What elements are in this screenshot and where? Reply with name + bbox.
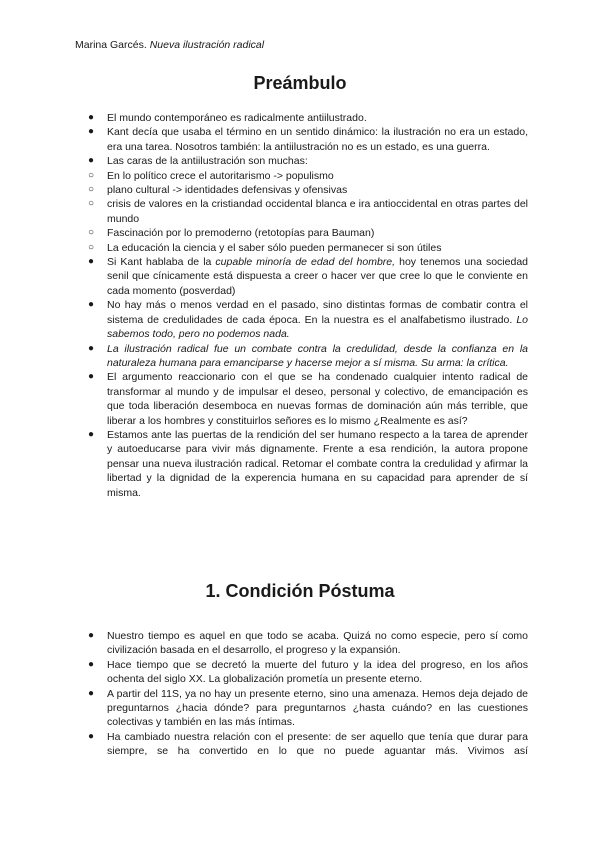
list-item: ● Hace tiempo que se decretó la muerte del futuro y la idea del progreso, en los años ochenta del siglo XX. La globalización prometía un presente eterno. [88, 658, 528, 686]
list-item: ○ En lo político crece el autoritarismo -> populismo [88, 169, 334, 182]
list-item: ○ plano cultural -> identidades defensivas y ofensivas [88, 184, 348, 197]
bullet-filled-icon: ● [88, 428, 95, 440]
bullet-filled-icon: ● [88, 126, 95, 138]
header-author: Marina Garcés. [75, 39, 147, 51]
list-item: ● La ilustración radical fue un combate contra la credulidad, desde la confianza en la naturaleza humana para emanciparse y hacerse mejor a sí misma. Su arma: la crítica. [88, 342, 528, 369]
list-item: ● No hay más o menos verdad en el pasado, sino distintas formas de combatir contra el sistema de credulidades de cada época. En la nuestra es el analfabetismo ilustrado. Lo sabemos todo, pero no podemos nada. [88, 299, 528, 341]
bullet-hollow-icon: ○ [88, 198, 95, 210]
list-item: ○ Fascinación por lo premoderno (retotopías para Bauman) [88, 227, 375, 240]
bullet-hollow-icon: ○ [88, 184, 95, 196]
bullet-hollow-icon: ○ [88, 241, 95, 253]
section-title-preambulo: Preámbulo [253, 73, 347, 93]
list-item: ● Si Kant hablaba de la cupable minoría de edad del hombre, hoy tenemos una sociedad senil que cínicamente está dispuesta a creer o hacer ver que cree lo que le conviente en cada momento (posverdad) [88, 256, 529, 297]
bullet-filled-icon: ● [88, 658, 95, 670]
header-book-title: Nueva ilustración radical [149, 39, 265, 51]
list-item: ● El mundo contemporáneo es radicalmente antiilustrado. [88, 112, 367, 124]
bullet-filled-icon: ● [88, 630, 95, 641]
list-item: ○ La educación la ciencia y el saber sólo pueden permanecer si son útiles [88, 241, 442, 254]
section-title-capitulo-1: 1. Condición Póstuma [205, 581, 395, 601]
list-item: ● Nuestro tiempo es aquel en que todo se acaba. Quizá no como especie, pero sí como civilización basada en el desarrollo, el progreso y la expansión. [88, 630, 528, 657]
list-item: ● Ha cambiado nuestra relación con el presente: de ser aquello que tenía que durar para siempre, se ha convertido en lo que no puede aguantar más. Vivimos así [88, 730, 528, 758]
bullet-filled-icon: ● [88, 112, 95, 123]
bullet-filled-icon: ● [88, 730, 95, 742]
list-item: ● A partir del 11S, ya no hay un presente eterno, sino una amenaza. Hemos deja dejado de preguntarnos ¿hacia dónde? para preguntarnos ¿hasta cuándo? en las cuestiones colectivas y también en las más íntimas. [88, 687, 528, 729]
list-item: ● Estamos ante las puertas de la rendición del ser humano respecto a la tarea de aprender y autoeducarse para vivir más dignamente. Frente a esa rendición, la autora propone pensar una nueva ilustración radical. Retomar el combate contra la credulidad y afirmar la libertad y la dignidad de la experencia humana en su capacidad para aprender de sí misma. [88, 428, 528, 499]
bullet-filled-icon: ● [88, 342, 95, 354]
preambulo-bullet-list [83, 111, 528, 500]
list-item: ● Kant decía que usaba el término en un sentido dinámico: la ilustración no era un estado, era una tarea. Nosotros también: la antiilustración no es un estado, es una guerra. [88, 126, 528, 153]
bullet-filled-icon: ● [88, 155, 95, 167]
bullet-hollow-icon: ○ [88, 169, 95, 181]
list-item: ● Las caras de la antiilustración son muchas: [88, 155, 308, 168]
list-item: ● El argumento reaccionario con el que se ha condenado cualquier intento radical de transformar al mundo y de impulsar el deseo, personal y colectivo, de emancipación es que toda liberación desemboca en nuevas formas de dominación aún más terrible, que liberar a los hombres y constituirlos señores es lo mismo ¿Realmente es así? [88, 371, 528, 427]
bullet-filled-icon: ● [88, 299, 95, 311]
capitulo1-bullet-list [83, 629, 528, 759]
bullet-hollow-icon: ○ [88, 227, 95, 239]
bullet-filled-icon: ● [88, 687, 95, 699]
bullet-filled-icon: ● [88, 371, 95, 383]
bullet-filled-icon: ● [88, 256, 95, 268]
list-item: ○ crisis de valores en la cristiandad occidental blanca e ira antioccidental en otras partes del mundo [88, 198, 528, 225]
running-header [75, 38, 264, 52]
